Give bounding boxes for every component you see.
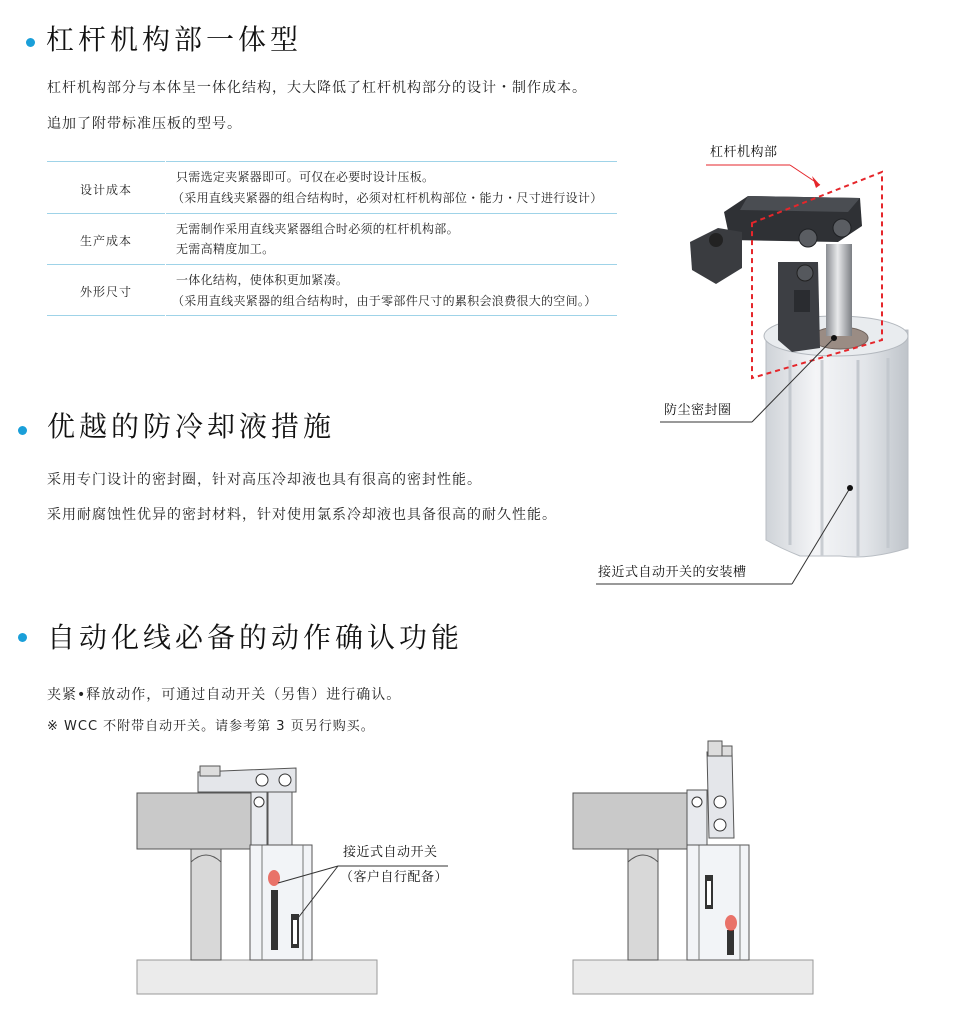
table-row-line2: （采用直线夹紧器的组合结构时，由于零部件尺寸的累积会浪费很大的空间。） <box>172 294 597 308</box>
seal-callout-label: 防尘密封圈 <box>664 403 732 418</box>
section3-desc1: 夹紧•释放动作，可通过自动开关（另售）进行确认。 <box>47 687 402 703</box>
table-row-line1: 只需选定夹紧器即可。可仅在必要时设计压板。 <box>176 170 435 184</box>
section1-desc2: 追加了附带标准压板的型号。 <box>47 116 242 132</box>
switch-callout-sublabel: （客户自行配备） <box>340 870 449 885</box>
section1-desc1: 杠杆机构部分与本体呈一体化结构，大大降低了杠杆机构部分的设计・制作成本。 <box>47 80 587 96</box>
section2-desc2: 采用耐腐蚀性优异的密封材料，针对使用氯系冷却液也具备很高的耐久性能。 <box>47 507 557 523</box>
section1-title: 杠杆机构部一体型 <box>46 23 303 56</box>
lever-callout-label: 杠杆机构部 <box>710 145 778 160</box>
table-row-label: 外形尺寸 <box>79 285 132 299</box>
section2-title: 优越的防冷却液措施 <box>47 410 336 443</box>
section3-note: ※ WCC 不附带自动开关。请参考第 3 页另行购买。 <box>47 719 375 734</box>
section2-desc1: 采用专门设计的密封圈，针对高压冷却液也具有很高的密封性能。 <box>47 472 482 488</box>
table-row-label: 设计成本 <box>79 183 132 197</box>
section3-title: 自动化线必备的动作确认功能 <box>47 621 464 654</box>
switch-callout-label: 接近式自动开关 <box>343 845 438 860</box>
table-row-line1: 一体化结构，使体积更加紧凑。 <box>176 273 349 287</box>
groove-callout-label: 接近式自动开关的安装槽 <box>598 565 747 580</box>
table-row-line1: 无需制作采用直线夹紧器组合时必须的杠杆机构部。 <box>176 222 459 236</box>
table-row-line2: （采用直线夹紧器的组合结构时，必须对杠杆机构部位・能力・尺寸进行设计） <box>172 191 603 205</box>
table-row-line2: 无需高精度加工。 <box>176 242 275 256</box>
table-row-label: 生产成本 <box>79 234 132 248</box>
